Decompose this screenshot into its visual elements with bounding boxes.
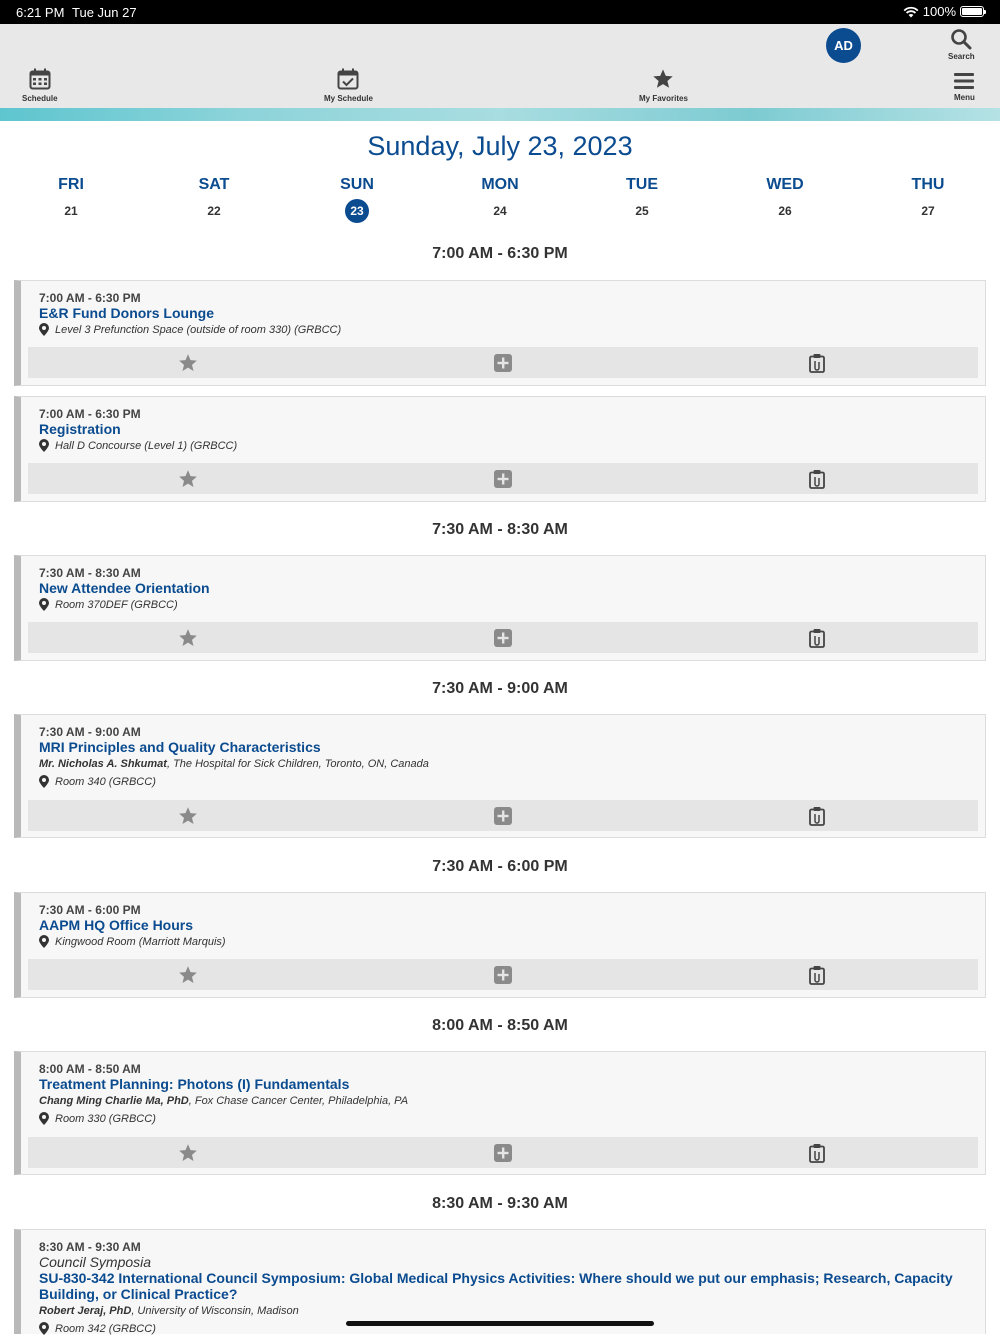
session-title[interactable]: AAPM HQ Office Hours [39,917,194,933]
nav-my-schedule[interactable] [324,68,373,103]
session-title[interactable]: Registration [39,421,121,437]
session-card[interactable] [14,892,986,998]
map-pin-icon [39,1322,49,1335]
speaker-affiliation: , The Hospital for Sick Children, Toronto, ON, Canada [166,758,429,770]
time-slot-heading: 7:30 AM - 8:30 AM [432,521,568,538]
session-time: 8:00 AM - 8:50 AM [39,1062,141,1076]
nav-my-favorites[interactable] [639,68,688,103]
day-number: 21 [64,204,78,218]
nav-menu-label: Menu [954,93,975,102]
session-card[interactable] [14,396,986,502]
top-nav [0,24,1000,108]
nav-search-label: Search [948,52,975,61]
session-time: 7:00 AM - 6:30 PM [39,407,141,421]
handout-clipboard-icon[interactable] [807,353,827,373]
map-pin-icon [39,775,49,788]
day-selector [0,176,1000,226]
session-actions [28,347,978,378]
avatar[interactable]: AD [826,28,861,63]
session-location-text: Room 370DEF (GRBCC) [55,598,178,611]
session-time: 8:30 AM - 9:30 AM [39,1240,141,1254]
speaker-name: Mr. Nicholas A. Shkumat [39,758,167,770]
session-card[interactable] [14,555,986,661]
map-pin-icon [39,439,49,452]
session-speaker [39,758,429,770]
session-card[interactable] [14,1051,986,1175]
header-ribbon [0,108,1000,121]
wifi-icon [903,6,919,18]
favorite-star-icon[interactable] [178,469,198,489]
favorite-star-icon[interactable] [178,806,198,826]
day-name: TUE [626,176,658,193]
session-location-text: Room 340 (GRBCC) [55,775,156,788]
handout-clipboard-icon[interactable] [807,469,827,489]
status-date: Tue Jun 27 [72,5,137,20]
session-title[interactable]: Treatment Planning: Photons (I) Fundamentals [39,1076,350,1092]
session-location [39,1322,156,1335]
session-actions [28,800,978,831]
nav-my-favorites-label: My Favorites [639,94,688,103]
time-slot-heading: 7:30 AM - 9:00 AM [432,680,568,697]
star-icon [652,68,674,90]
day-name: MON [481,176,519,193]
favorite-star-icon[interactable] [178,965,198,985]
home-indicator[interactable] [346,1321,654,1326]
map-pin-icon [39,1112,49,1125]
session-location-text: Level 3 Prefunction Space (outside of room 330) (GRBCC) [55,323,342,336]
nav-menu[interactable] [954,72,975,102]
session-time: 7:00 AM - 6:30 PM [39,291,141,305]
session-actions [28,463,978,494]
day-number: 26 [778,204,792,218]
session-title[interactable]: New Attendee Orientation [39,580,210,596]
session-time: 7:30 AM - 8:30 AM [39,566,141,580]
session-location [39,775,156,788]
day-number: 24 [493,204,507,218]
handout-clipboard-icon[interactable] [807,806,827,826]
add-to-schedule-icon[interactable] [493,1143,513,1163]
day-number-selected: 23 [345,199,369,223]
add-to-schedule-icon[interactable] [493,628,513,648]
search-icon [950,28,972,50]
nav-search[interactable] [948,28,975,61]
favorite-star-icon[interactable] [178,353,198,373]
map-pin-icon [39,323,49,336]
page-title: Sunday, July 23, 2023 [367,131,633,161]
time-slot-heading: 7:00 AM - 6:30 PM [432,245,568,262]
session-speaker [39,1095,408,1107]
session-location [39,439,237,452]
session-title[interactable]: E&R Fund Donors Lounge [39,305,214,321]
session-location [39,598,178,611]
handout-clipboard-icon[interactable] [807,1143,827,1163]
nav-my-schedule-label: My Schedule [324,94,373,103]
session-type: Council Symposia [39,1254,152,1270]
session-actions [28,959,978,990]
calendar-check-icon [337,68,359,90]
handout-clipboard-icon[interactable] [807,628,827,648]
session-location [39,935,226,948]
session-time: 7:30 AM - 6:00 PM [39,903,141,917]
day-name: SAT [198,176,230,193]
session-card[interactable] [14,1229,986,1334]
session-location-text: Room 342 (GRBCC) [55,1322,156,1335]
day-sun[interactable] [317,176,397,223]
add-to-schedule-icon[interactable] [493,353,513,373]
day-wed[interactable] [745,176,825,223]
day-number: 22 [207,204,221,218]
speaker-affiliation: , Fox Chase Cancer Center, Philadelphia, PA [188,1095,409,1107]
status-bar [0,0,1000,24]
time-slot-heading: 8:30 AM - 9:30 AM [432,1195,568,1212]
handout-clipboard-icon[interactable] [807,965,827,985]
session-location [39,1112,156,1125]
day-name: SUN [340,176,374,193]
battery-icon [960,6,984,17]
favorite-star-icon[interactable] [178,628,198,648]
day-name: FRI [58,176,84,193]
session-location-text: Kingwood Room (Marriott Marquis) [55,935,226,948]
speaker-affiliation: , University of Wisconsin, Madison [131,1305,299,1317]
day-tue[interactable] [602,176,682,223]
session-time: 7:30 AM - 9:00 AM [39,725,141,739]
battery-percent: 100% [922,4,956,19]
day-name: THU [911,176,945,193]
add-to-schedule-icon[interactable] [493,965,513,985]
map-pin-icon [39,935,49,948]
nav-schedule[interactable] [22,68,58,103]
time-slot-heading: 7:30 AM - 6:00 PM [432,858,568,875]
session-title[interactable]: SU-830-342 International Council Symposium: Global Medical Physics Activities: Where should we put our emphasis; Research, Capacity Building, or Clinical Practice? [39,1270,953,1302]
session-card[interactable] [14,714,986,838]
day-thu[interactable] [888,176,968,223]
add-to-schedule-icon[interactable] [493,469,513,489]
day-number: 27 [921,204,935,218]
session-location-text: Hall D Concourse (Level 1) (GRBCC) [55,439,238,452]
time-slot-heading: 8:00 AM - 8:50 AM [432,1017,568,1034]
status-time: 6:21 PM [16,5,65,20]
speaker-name: Chang Ming Charlie Ma, PhD [39,1095,189,1107]
session-card[interactable] [14,280,986,386]
nav-schedule-label: Schedule [22,94,58,103]
speaker-name: Robert Jeraj, PhD [39,1305,132,1317]
day-sat[interactable] [174,176,254,223]
session-location-text: Room 330 (GRBCC) [55,1112,156,1125]
day-mon[interactable] [460,176,540,223]
day-fri[interactable] [31,176,111,223]
day-number: 25 [635,204,649,218]
session-title[interactable]: MRI Principles and Quality Characteristics [39,739,321,755]
hamburger-icon [954,72,974,90]
day-name: WED [766,176,804,193]
session-actions [28,622,978,653]
status-right [903,4,984,19]
session-location [39,323,341,336]
add-to-schedule-icon[interactable] [493,806,513,826]
calendar-icon [29,68,51,90]
favorite-star-icon[interactable] [178,1143,198,1163]
session-actions [28,1137,978,1168]
map-pin-icon [39,598,49,611]
session-speaker [39,1305,299,1317]
